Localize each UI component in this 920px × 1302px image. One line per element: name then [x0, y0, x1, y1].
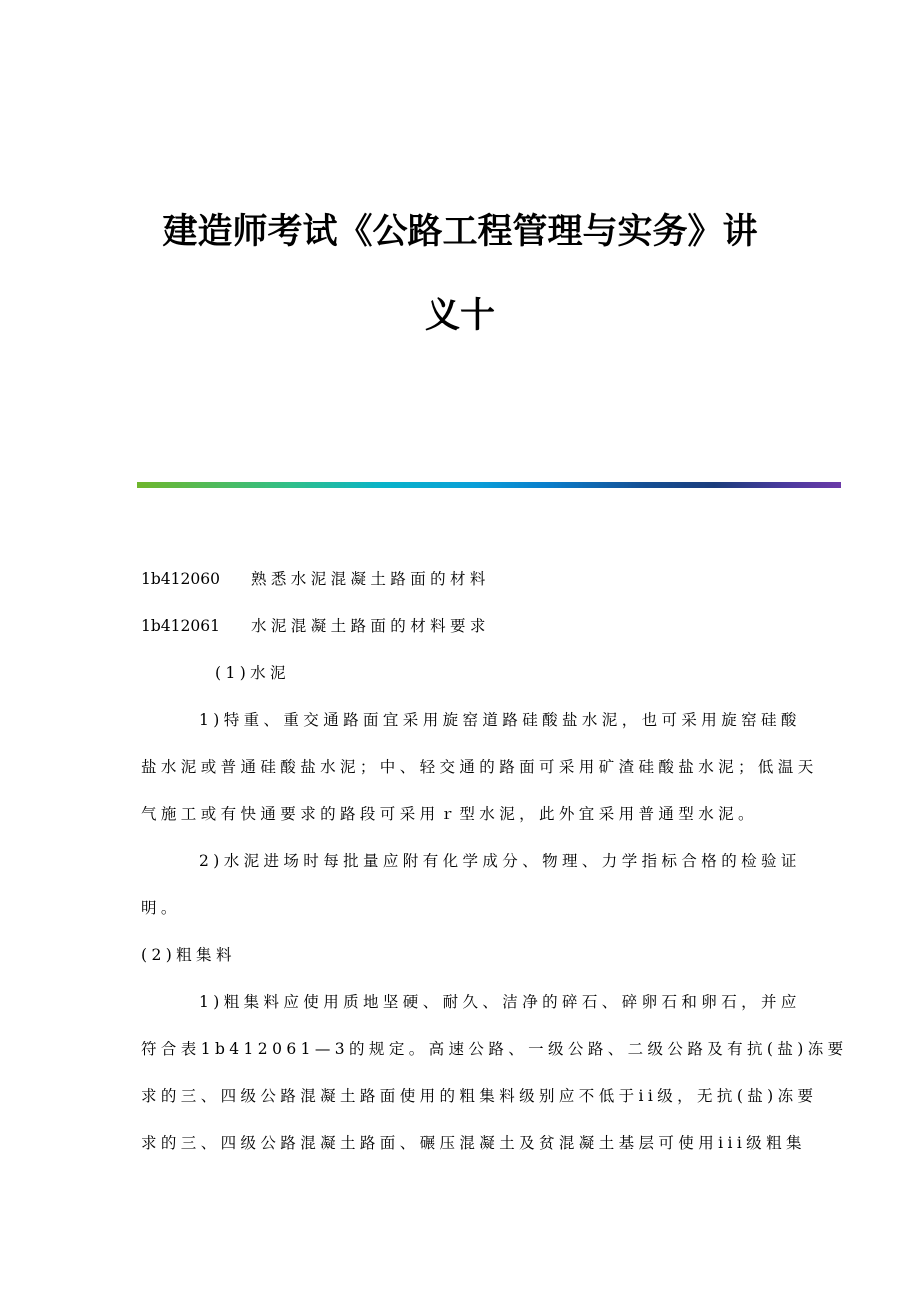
title-line-2: 义十 [424, 296, 495, 336]
paragraph-line: 求的三、四级公路混凝土路面使用的粗集料级别应不低于ii级，无抗(盐)冻要 [141, 1087, 818, 1105]
section-code: 1b412061 [141, 617, 220, 635]
section-title: 水泥混凝土路面的材料要求 [251, 617, 490, 635]
title-line-1: 建造师考试《公路工程管理与实务》讲 [162, 212, 758, 252]
section-title: 熟悉水泥混凝土路面的材料 [251, 570, 490, 588]
subheading-cement: (1)水泥 [215, 664, 290, 682]
paragraph-line: 2)水泥进场时每批量应附有化学成分、物理、力学指标合格的检验证 [199, 852, 801, 870]
paragraph-line: 气施工或有快通要求的路段可采用ｒ型水泥，此外宜采用普通型水泥。 [141, 805, 758, 823]
section-heading [141, 603, 781, 650]
section-code: 1b412060 [141, 570, 220, 588]
paragraph-line: 盐水泥或普通硅酸盐水泥；中、轻交通的路面可采用矿渣硅酸盐水泥；低温天 [141, 758, 818, 776]
document-body [141, 556, 848, 1167]
paragraph-line: 1)特重、重交通路面宜采用旋窑道路硅酸盐水泥，也可采用旋窑硅酸 [199, 711, 801, 729]
subheading-coarse-aggregate: (2)粗集料 [141, 946, 236, 964]
document-title [130, 190, 790, 358]
section-heading [141, 556, 781, 603]
gradient-divider [137, 482, 841, 488]
paragraph-line: 1)粗集料应使用质地坚硬、耐久、洁净的碎石、碎卵石和卵石，并应 [199, 993, 801, 1011]
paragraph-line: 求的三、四级公路混凝土路面、碾压混凝土及贫混凝土基层可使用iii级粗集 [141, 1134, 806, 1152]
paragraph-line: 符合表1b412061—3的规定。高速公路、一级公路、二级公路及有抗(盐)冻要 [141, 1040, 848, 1058]
paragraph-line: 明。 [141, 899, 181, 917]
